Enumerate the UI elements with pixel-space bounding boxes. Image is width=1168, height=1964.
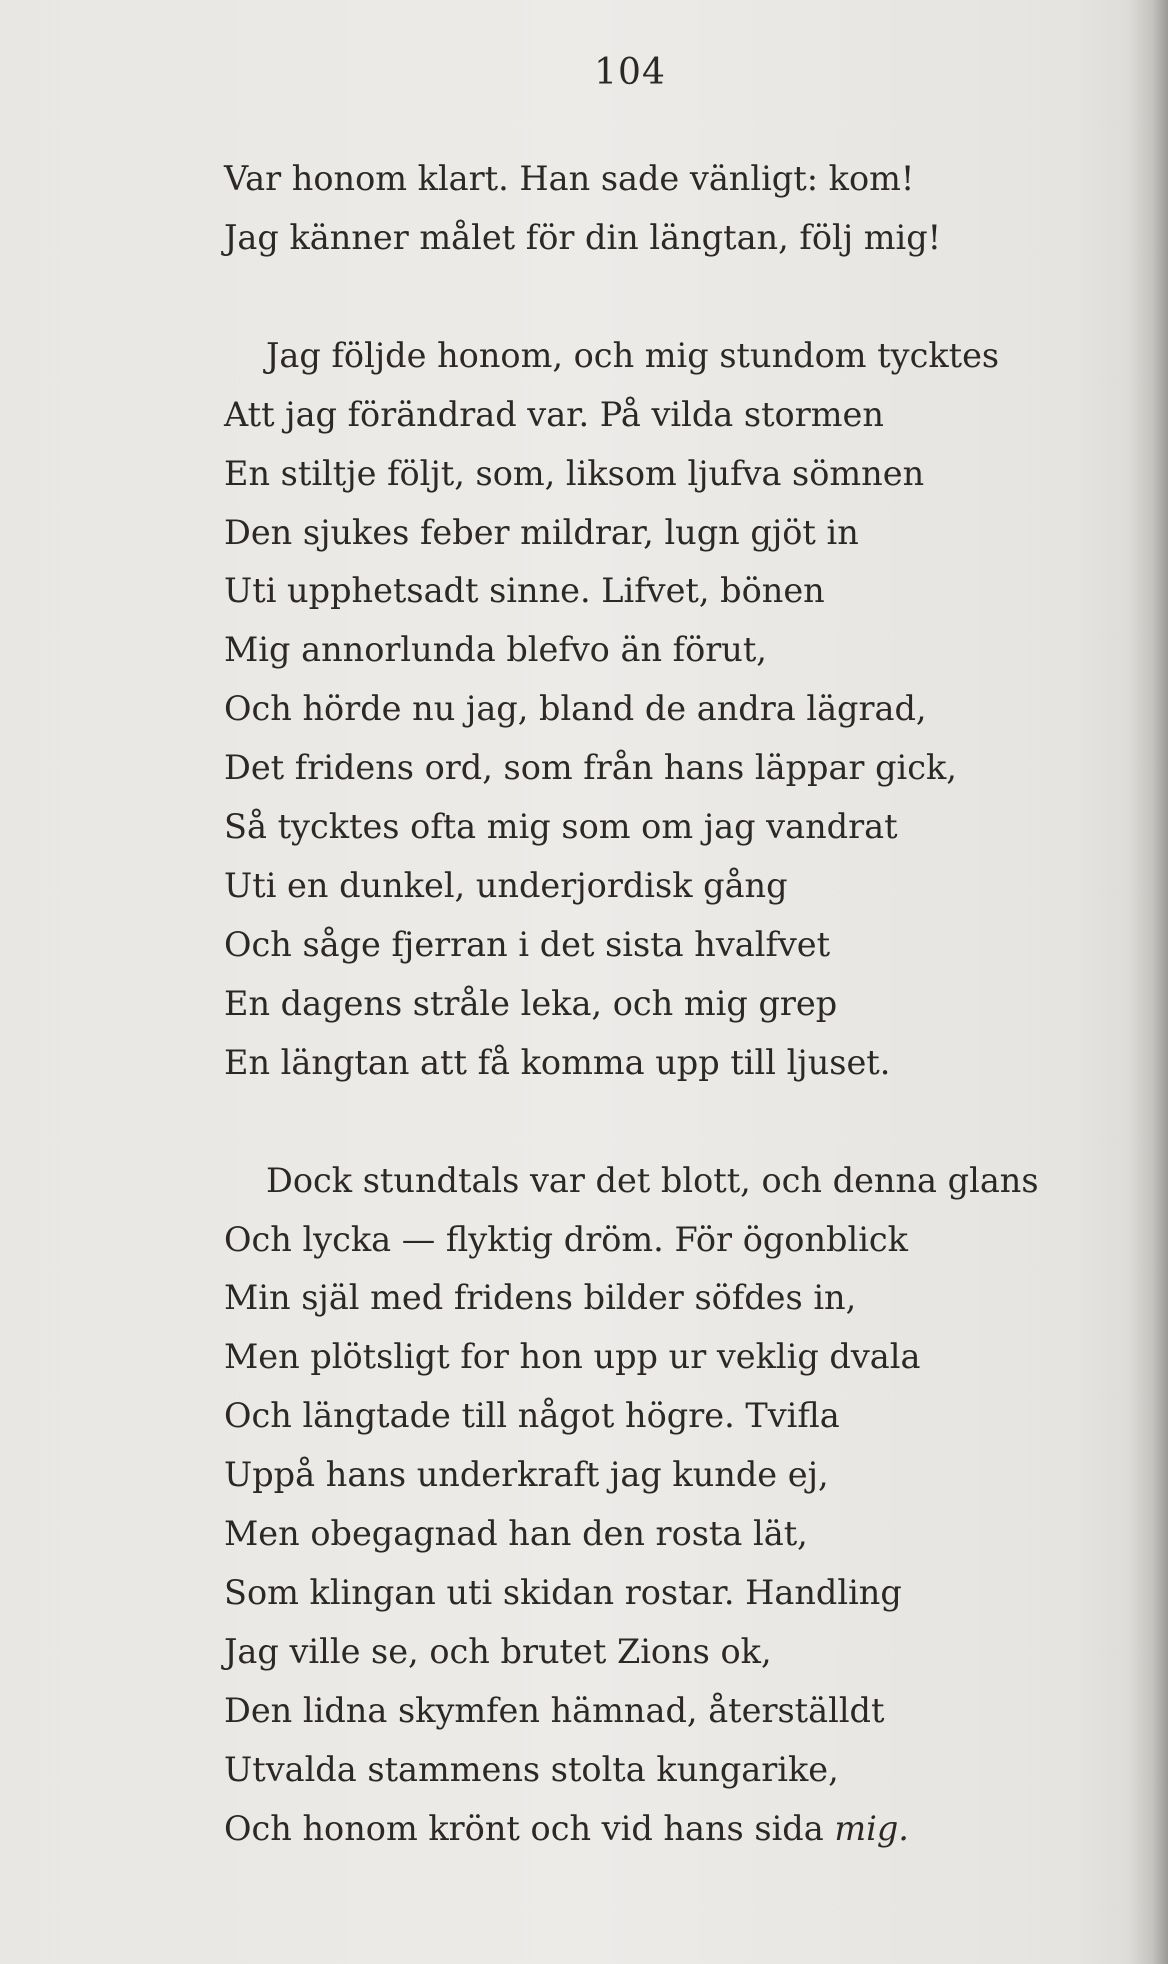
verse-line: Så tycktes ofta mig som om jag vandrat	[224, 807, 898, 847]
verse-line: Uti upphetsadt sinne. Lifvet, bönen	[224, 571, 825, 611]
verse-line: Att jag förändrad var. På vilda stormen	[224, 394, 884, 434]
verse-line-text: Och honom krönt och vid hans sida	[224, 1808, 824, 1848]
page-edge-shadow	[1128, 0, 1168, 1964]
verse-line: Dock stundtals var det blott, och denna glans	[266, 1160, 1039, 1200]
verse-line: Som klingan uti skidan rostar. Handling	[224, 1572, 902, 1612]
verse-line: En stiltje följt, som, liksom ljufva sömnen	[224, 453, 925, 493]
verse-line: Men plötsligt for hon upp ur veklig dvala	[224, 1337, 921, 1377]
verse-line-last	[224, 1800, 1124, 1859]
page-number: 104	[594, 52, 666, 93]
verse-line: Och hörde nu jag, bland de andra lägrad,	[224, 689, 927, 729]
verse-line: Och längtade till något högre. Tvifla	[224, 1396, 840, 1436]
verse-line: Men obegagnad han den rosta lät,	[224, 1514, 808, 1554]
stanza-1	[224, 150, 1124, 268]
stanza-3	[224, 1152, 1124, 1859]
verse-line: Det fridens ord, som från hans läppar gick,	[224, 748, 957, 788]
verse-line: Mig annorlunda blefvo än förut,	[224, 630, 767, 670]
verse-line: Jag följde honom, och mig stundom tycktes	[266, 335, 1000, 375]
stanza-2	[224, 327, 1124, 1093]
verse-line: Jag ville se, och brutet Zions ok,	[224, 1631, 772, 1671]
verse-line: En dagens stråle leka, och mig grep	[224, 983, 838, 1023]
verse-line: Den sjukes feber mildrar, lugn gjöt in	[224, 512, 859, 552]
verse-line: Uti en dunkel, underjordisk gång	[224, 865, 788, 905]
verse-line: En längtan att få komma upp till ljuset.	[224, 1042, 891, 1082]
verse-line: Och såge fjerran i det sista hvalfvet	[224, 924, 831, 964]
verse-line: Jag känner målet för din längtan, följ mig!	[224, 217, 942, 257]
emphasized-word: mig.	[834, 1808, 909, 1848]
verse-line: Den lidna skymfen hämnad, återställdt	[224, 1690, 885, 1730]
verse-line: Utvalda stammens stolta kungarike,	[224, 1749, 839, 1789]
verse-line: Uppå hans underkraft jag kunde ej,	[224, 1455, 829, 1495]
verse-line: Min själ med fridens bilder söfdes in,	[224, 1278, 857, 1318]
verse-line: Och lycka — flyktig dröm. För ögonblick	[224, 1219, 908, 1259]
poem-text	[224, 150, 1124, 1858]
verse-line: Var honom klart. Han sade vänligt: kom!	[224, 159, 915, 198]
